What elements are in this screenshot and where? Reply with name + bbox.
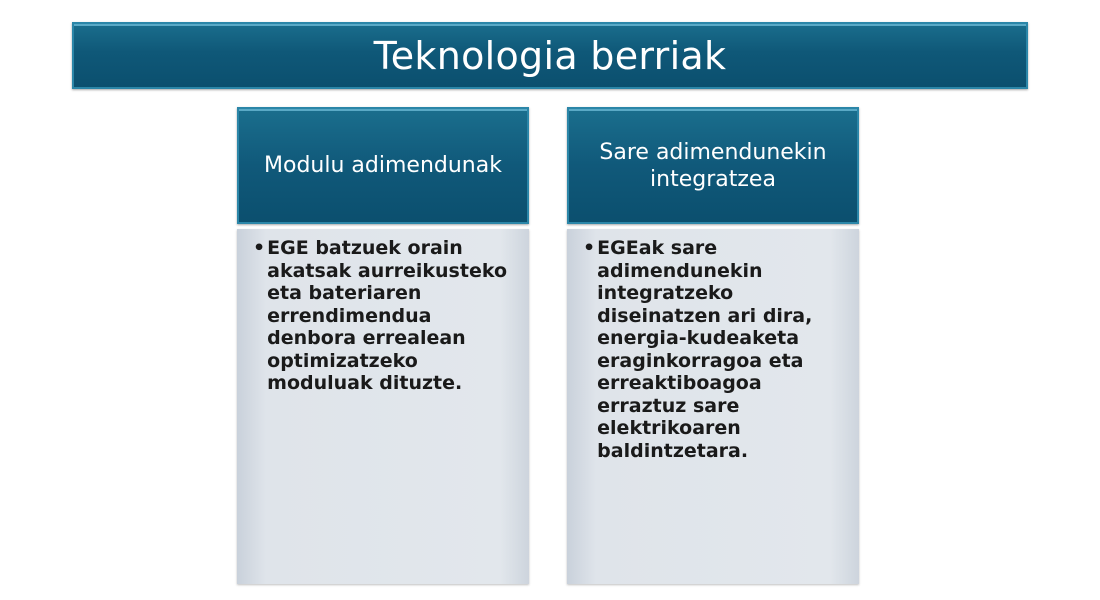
card-body <box>237 229 529 584</box>
bullet-icon: • <box>583 237 596 259</box>
card-body <box>567 229 859 584</box>
bullet-text: EGE batzuek orain akatsak aurreikusteko eta bateriaren errendimendua denbora errealean optimizatzeko moduluak dituzte. <box>267 237 508 394</box>
card-header <box>237 107 529 224</box>
bullet-item <box>253 237 519 395</box>
bullet-text: EGEak sare adimendunekin integratzeko diseinatzen ari dira, energia-kudeaketa eraginkorragoa eta erreaktiboagoa erraztuz sare elektrikoaren baldintzetara. <box>597 237 813 462</box>
card-smart-grid-integration <box>567 107 859 584</box>
slide-title: Teknologia berriak <box>373 33 727 78</box>
card-header <box>567 107 859 224</box>
card-smart-modules <box>237 107 529 584</box>
card-header-label: Modulu adimendunak <box>264 153 502 178</box>
title-bar <box>72 22 1028 89</box>
bullet-icon: • <box>253 237 266 259</box>
card-header-label: Sare adimendunekin integratzea <box>599 139 827 192</box>
bullet-item <box>583 237 849 462</box>
